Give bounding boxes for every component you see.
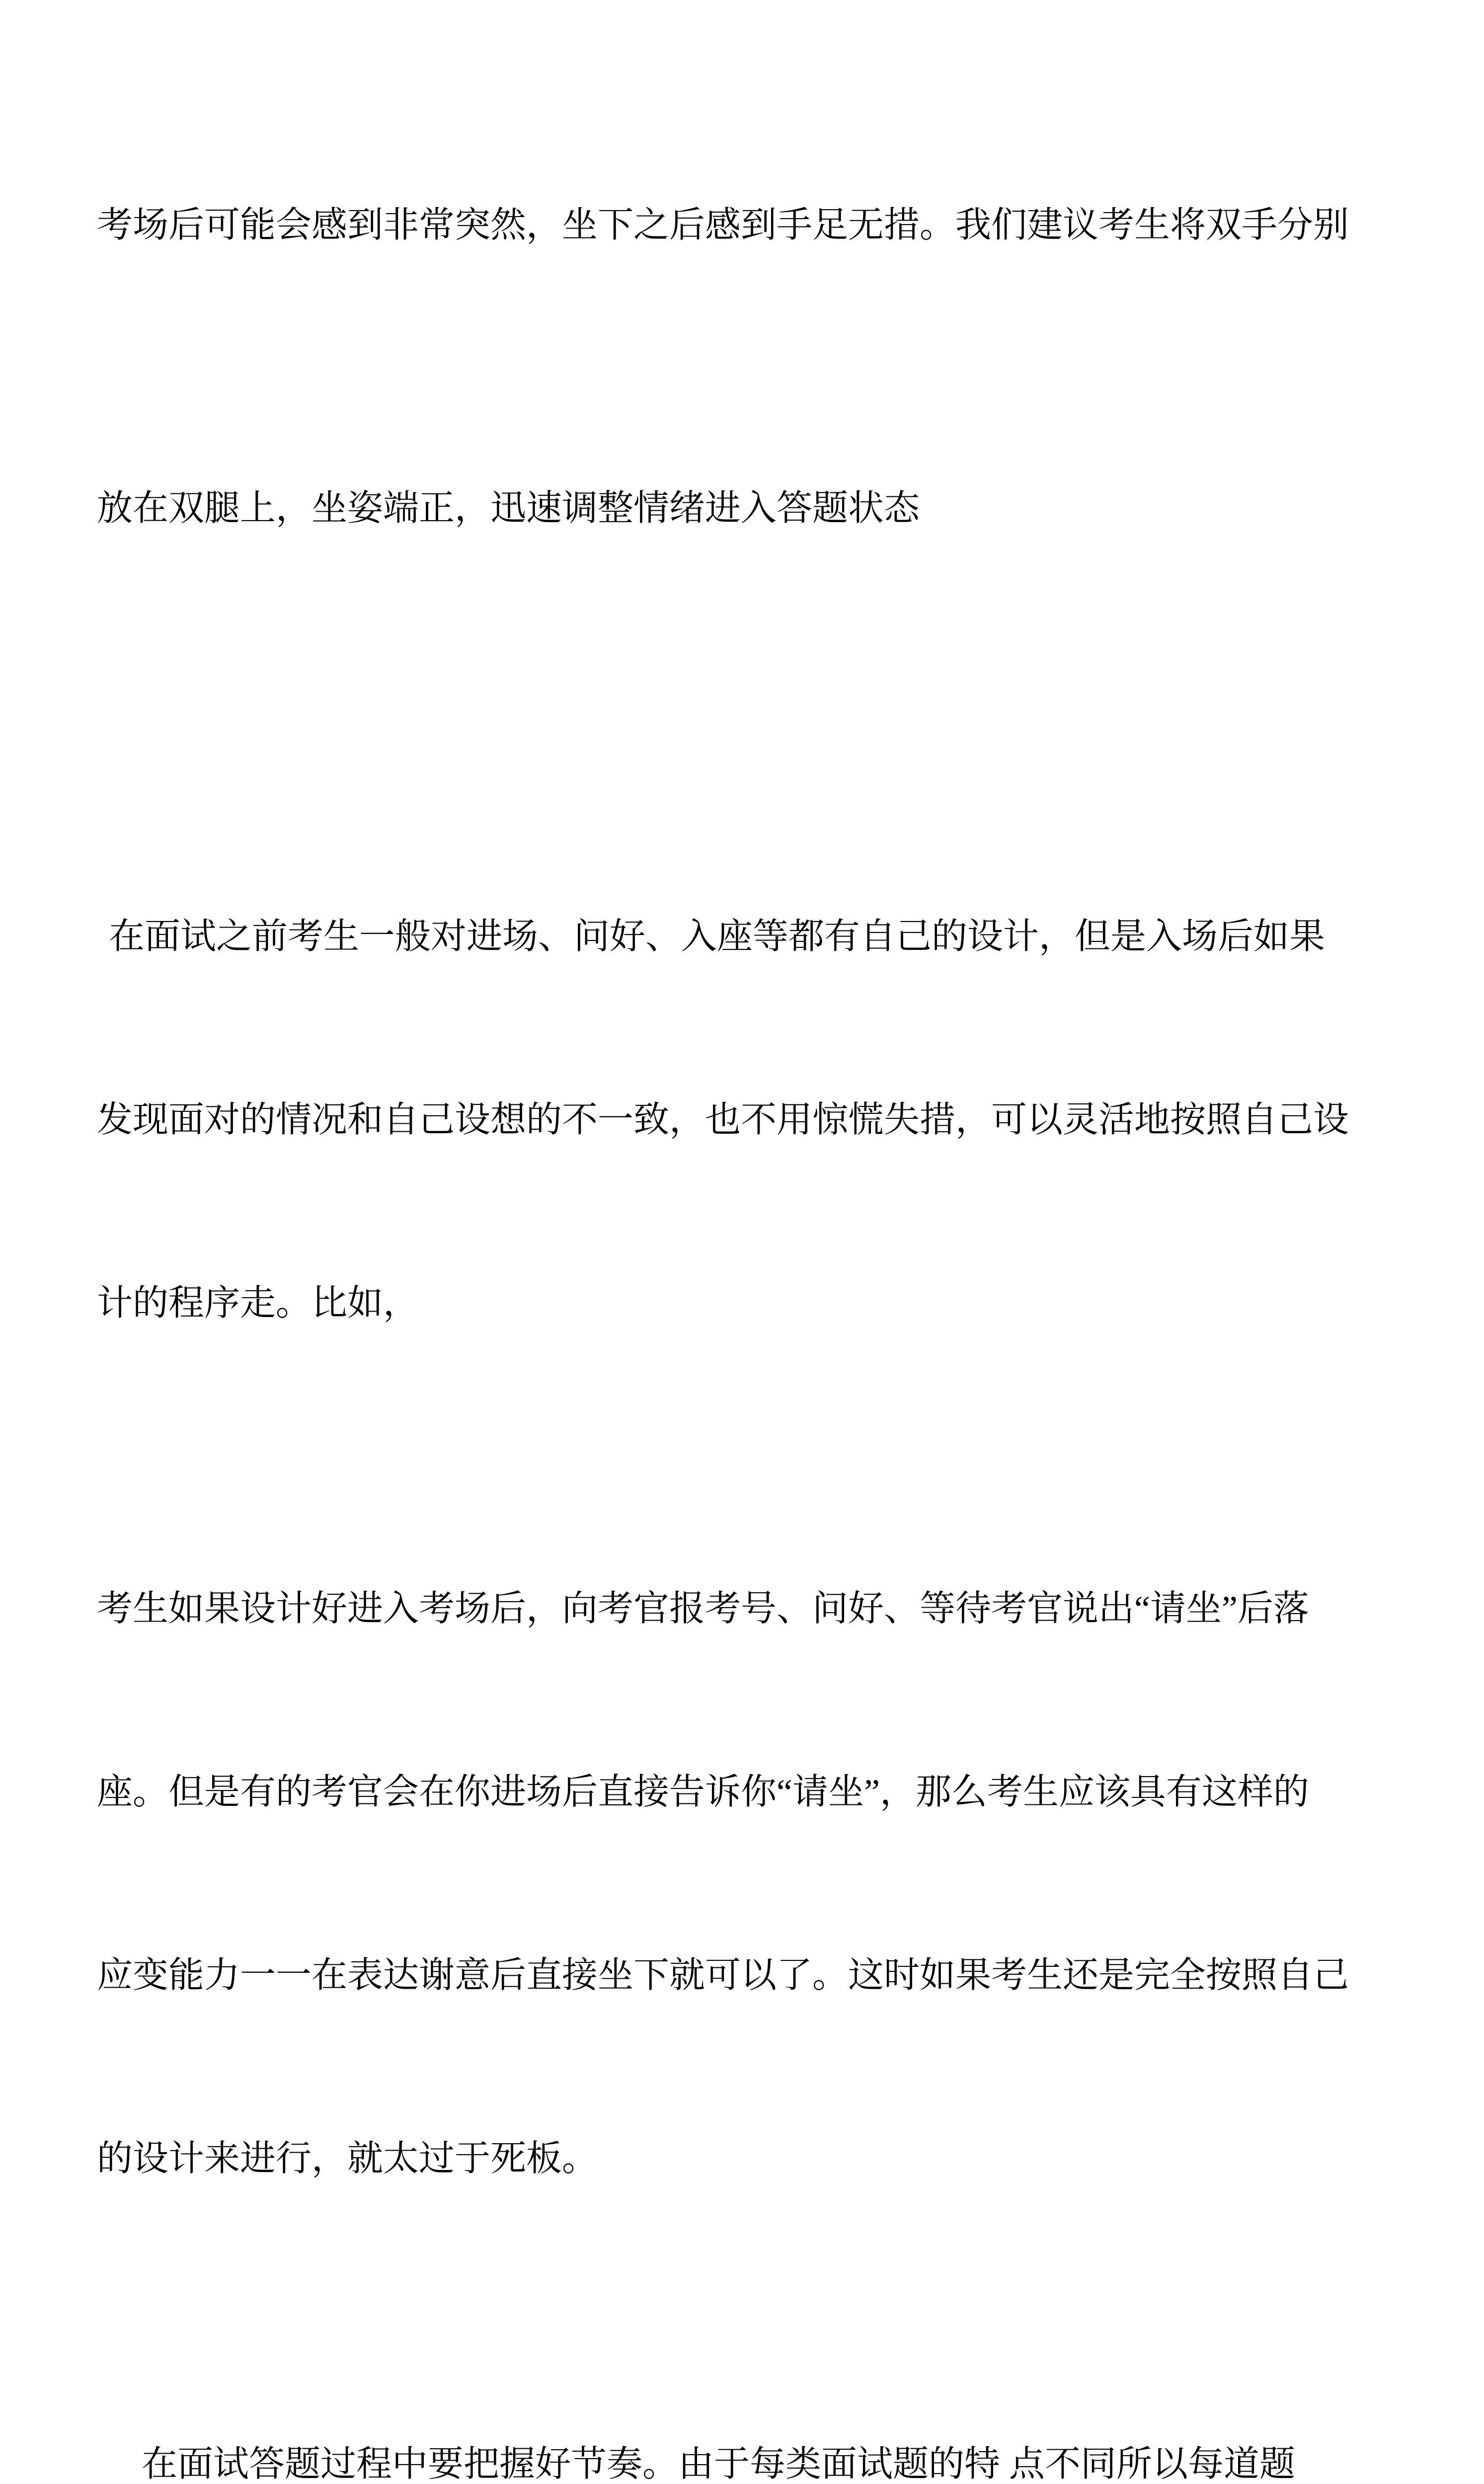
text-line: 应变能力一一在表达谢意后直接坐下就可以了。这时如果考生还是完全按照自己 bbox=[97, 1955, 1349, 1995]
text-line: 放在双腿上，坐姿端正，迅速调整情绪进入答题状态 bbox=[97, 488, 920, 528]
paragraph bbox=[97, 784, 1386, 1456]
text-line: 发现面对的情况和自己设想的不一致，也不用惊慌失措，可以灵活地按照自己设 bbox=[97, 1100, 1349, 1140]
text-line: 座。但是有的考官会在你进场后直接告诉你“请坐”，那么考生应该具有这样的 bbox=[97, 1772, 1309, 1812]
text-line: 考生如果设计好进入考场后，向考官报考号、问好、等待考官说出“请坐”后落 bbox=[97, 1589, 1309, 1629]
paragraph bbox=[97, 0, 1386, 744]
text-line: 在面试之前考生一般对进场、问好、入座等都有自己的设计，但是入场后如果 bbox=[109, 917, 1326, 956]
text-line: 的设计来进行，就太过于死板。 bbox=[97, 2139, 598, 2178]
text-line: 在面试答题过程中要把握好节奏。由于每类面试题的特 点不同所以每道题 bbox=[142, 2444, 1296, 2484]
paragraph bbox=[97, 2312, 1386, 2484]
paragraph bbox=[97, 1456, 1386, 2312]
text-line: 考场后可能会感到非常突然，坐下之后感到手足无措。我们建议考生将双手分别 bbox=[97, 205, 1349, 245]
text-line: 计的程序走。比如， bbox=[97, 1283, 419, 1323]
